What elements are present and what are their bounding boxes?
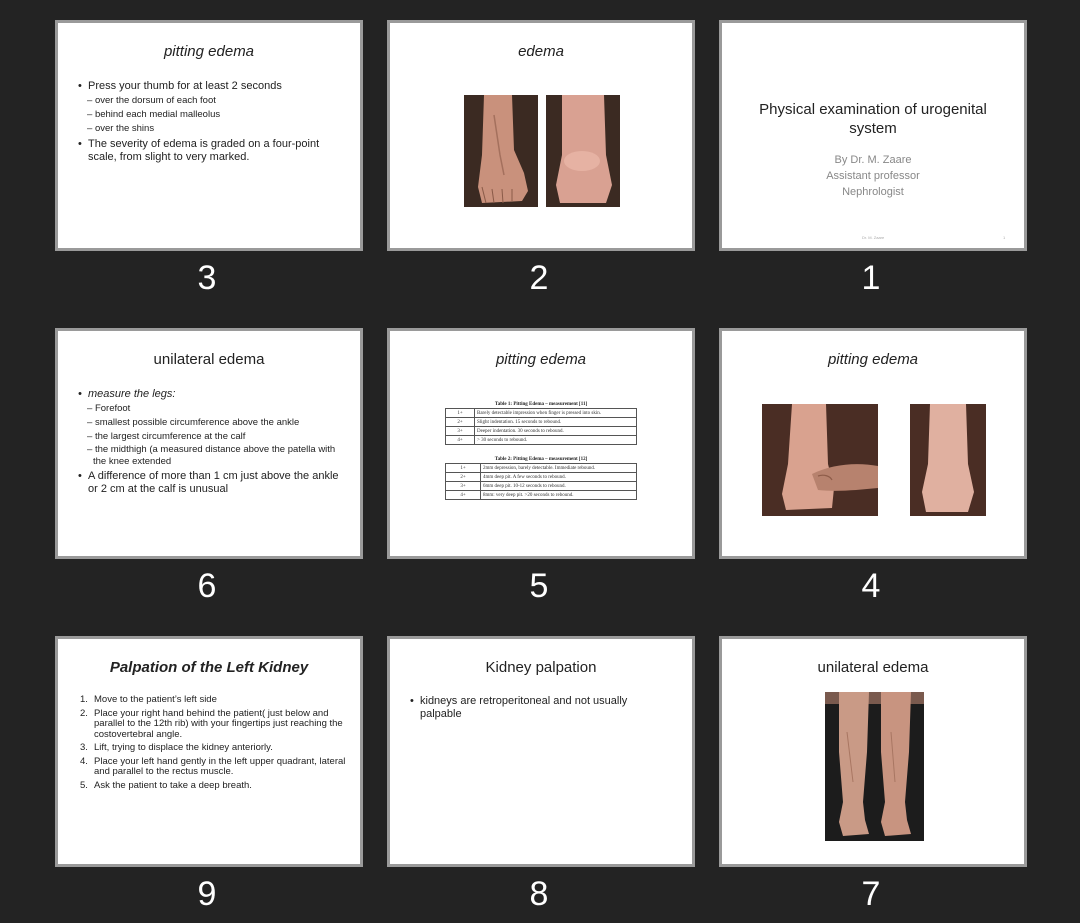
foot-photo-left [464, 95, 538, 207]
slide-thumbnail-1[interactable] [719, 20, 1027, 251]
slide-title: unilateral edema [153, 351, 265, 368]
step-item: 4. Place your left hand gently in the left upper quadrant, lateral and parallel to the rectus muscle. [80, 755, 346, 777]
slide-title: pitting edema [827, 351, 919, 368]
bullet-item: • measure the legs: [76, 388, 348, 401]
slide-number-7: 7 [861, 875, 881, 913]
bullet-item: • Press your thumb for at least 2 seconds [76, 80, 348, 93]
slide-title: pitting edema [495, 351, 587, 368]
step-text: Lift, trying to displace the kidney anteriorly. [94, 742, 273, 753]
table-cell: > 30 seconds to rebound. [475, 436, 637, 445]
slide-footer-right: 1 [1003, 235, 1006, 240]
sub-bullet-item: – the midthigh (a measured distance above the patella with the knee extended [76, 444, 348, 468]
slide-title: pitting edema [163, 43, 255, 60]
bullet-item: • kidneys are retroperitoneal and not usually palpable [408, 695, 663, 721]
step-text: Place your right hand behind the patient( just below and parallel to the 12th rib) with your fingertips just reaching the costovertebral angle. [94, 707, 343, 740]
slide-number-9: 9 [197, 875, 217, 913]
step-text: Place your left hand gently in the left upper quadrant, lateral and parallel to the rectus muscle. [94, 755, 346, 777]
slide-thumbnail-9[interactable] [55, 636, 363, 867]
bullet-list [76, 388, 348, 497]
table-caption: Table 1: Pitting Edema – measurement [11] [494, 402, 588, 407]
step-item: 1. Move to the patient’s left side [80, 694, 217, 705]
slide-thumbnail-5[interactable] [387, 328, 695, 559]
sub-bullet-item: – smallest possible circumference above the ankle [76, 416, 348, 430]
sub-bullet-item: – over the shins [76, 122, 348, 136]
table-cell: 1+ [446, 464, 481, 473]
step-text: Ask the patient to take a deep breath. [94, 779, 252, 791]
table-cell: 4+ [446, 491, 481, 500]
sub-bullet-item: – the largest circumference at the calf [76, 430, 348, 444]
pitting-edema-table-1 [445, 408, 637, 445]
slide-title: Kidney palpation [485, 659, 597, 676]
table-cell: 2+ [446, 473, 481, 482]
author-line: By Dr. M. Zaare [834, 154, 912, 166]
slide-number-2: 2 [529, 259, 549, 297]
sub-bullet-item: – Forefoot [76, 402, 348, 416]
table-row [446, 491, 637, 500]
table-row [446, 464, 637, 473]
table-row [446, 409, 637, 418]
slide-title: Physical examination of urogenital system [759, 101, 987, 137]
step-text: Move to the patient’s left side [94, 694, 217, 705]
slide-number-8: 8 [529, 875, 549, 913]
slide-thumbnail-8[interactable] [387, 636, 695, 867]
slide-footer-left: Dr. M. Zaare [862, 235, 885, 240]
table-cell: Deeper indentation. 30 seconds to rebound. [475, 427, 637, 436]
table-cell: 3+ [446, 482, 481, 491]
slide-title: edema [518, 43, 564, 60]
legs-photo [825, 692, 924, 841]
sub-bullet-item: – over the dorsum of each foot [76, 94, 348, 108]
table-cell: 2mm depression, barely detectable. Immediate rebound. [481, 464, 637, 473]
bullet-list [76, 80, 348, 165]
slide-thumbnail-7[interactable] [719, 636, 1027, 867]
slide-title: Palpation of the Left Kidney [109, 659, 309, 676]
sub-bullet-item: – behind each medial malleolus [76, 108, 348, 122]
table-cell: 8mm: very deep pit. >20 seconds to rebound. [481, 491, 637, 500]
table-row [446, 427, 637, 436]
bullet-item: • A difference of more than 1 cm just above the ankle or 2 cm at the calf is unusual [76, 470, 348, 496]
slide-thumbnail-6[interactable] [55, 328, 363, 559]
table-cell: 4+ [446, 436, 475, 445]
step-item: 2. Place your right hand behind the patient( just below and parallel to the 12th rib) with your fingertips just reaching the costovertebral angle. [80, 707, 343, 740]
slide-number-6: 6 [197, 567, 217, 605]
table-cell: 2+ [446, 418, 475, 427]
step-item: 3. Lift, trying to displace the kidney anteriorly. [80, 742, 273, 753]
table-cell: 6mm deep pit. 10-12 seconds to rebound. [481, 482, 637, 491]
specialty-line: Nephrologist [842, 186, 904, 198]
table-cell: Barely detectable impression when finger is pressed into skin. [475, 409, 637, 418]
step-item: 5. Ask the patient to take a deep breath. [80, 779, 252, 791]
slide-thumbnail-2[interactable] [387, 20, 695, 251]
table-row [446, 436, 637, 445]
slide-number-1: 1 [861, 259, 881, 297]
bullet-list [408, 695, 663, 722]
slide-thumbnail-3[interactable] [55, 20, 363, 251]
slide-thumbnail-4[interactable] [719, 328, 1027, 559]
foot-photo-right [546, 95, 620, 207]
table-cell: Slight indentation. 15 seconds to rebound. [475, 418, 637, 427]
table-cell: 4mm deep pit. A few seconds to rebound. [481, 473, 637, 482]
foot-photo-side [910, 404, 986, 516]
role-line: Assistant professor [826, 170, 920, 182]
table-row [446, 418, 637, 427]
table-row [446, 473, 637, 482]
slide-number-4: 4 [861, 567, 881, 605]
pitting-edema-table-2 [445, 463, 637, 500]
table-cell: 3+ [446, 427, 475, 436]
bullet-item: • The severity of edema is graded on a four-point scale, from slight to very marked. [76, 138, 348, 164]
pitting-test-photo [762, 404, 878, 516]
table-row [446, 482, 637, 491]
numbered-steps [76, 695, 346, 794]
slide-title: unilateral edema [817, 659, 929, 676]
table-cell: 1+ [446, 409, 475, 418]
table-caption: Table 2: Pitting Edema – measurement [12] [494, 457, 588, 462]
slide-number-5: 5 [529, 567, 549, 605]
slide-number-3: 3 [197, 259, 217, 297]
